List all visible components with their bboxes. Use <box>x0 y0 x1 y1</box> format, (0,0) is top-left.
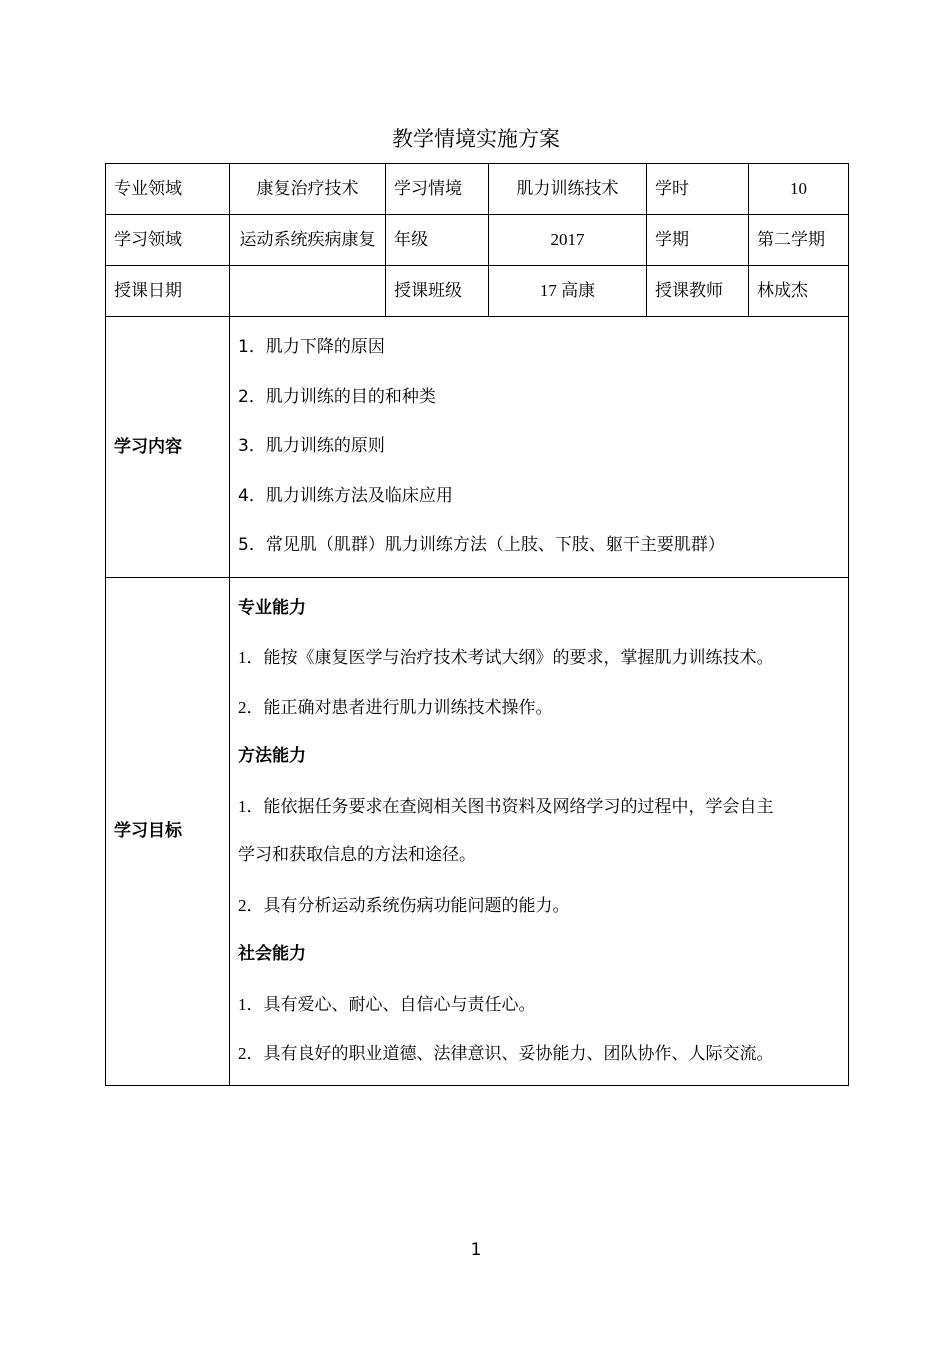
term-label: 学期 <box>647 215 749 266</box>
page-number: 1 <box>470 1240 482 1260</box>
item-text: 具有分析运动系统伤病功能问题的能力。 <box>263 895 570 916</box>
list-item: 3．肌力训练的原则 <box>238 436 385 456</box>
list-item: 1．肌力下降的原因 <box>238 337 385 357</box>
situation-label: 学习情境 <box>386 164 489 215</box>
list-item <box>238 881 840 931</box>
list-item <box>238 683 840 733</box>
date-value <box>230 266 386 317</box>
list-item: 4．肌力训练方法及临床应用 <box>238 485 453 506</box>
item-text: 能依据任务要求在查阅相关图书资料及网络学习的过程中，学会自主 <box>263 796 774 817</box>
situation-value: 肌力训练技术 <box>489 164 647 215</box>
teacher-value: 林成杰 <box>749 266 849 317</box>
plan-table <box>105 163 849 1086</box>
goals-label: 学习目标 <box>106 577 230 1085</box>
item-number: 2． <box>238 895 264 915</box>
document-title: 教学情境实施方案 <box>392 127 560 151</box>
grade-label: 年级 <box>386 215 489 266</box>
list-item <box>238 782 840 832</box>
content-row <box>106 317 849 578</box>
list-item: 5．常见肌（肌群）肌力训练方法（上肢、下肢、躯干主要肌群） <box>238 535 725 555</box>
content-list <box>230 317 849 578</box>
field-value: 康复治疗技术 <box>230 164 386 215</box>
class-value: 17 高康 <box>489 266 647 317</box>
item-text: 能按《康复医学与治疗技术考试大纲》的要求，掌握肌力训练技术。 <box>263 648 774 668</box>
list-item: 2．肌力训练的目的和种类 <box>238 386 436 407</box>
date-label: 授课日期 <box>106 266 230 317</box>
list-item <box>238 633 840 683</box>
section-heading: 方法能力 <box>238 746 306 766</box>
teacher-label: 授课教师 <box>647 266 749 317</box>
section-heading: 专业能力 <box>238 597 306 618</box>
item-text: 能正确对患者进行肌力训练技术操作。 <box>263 697 553 718</box>
domain-label: 学习领域 <box>106 215 230 266</box>
table-row <box>106 215 849 266</box>
list-item <box>238 1029 840 1079</box>
goals-row <box>106 577 849 1085</box>
grade-value: 2017 <box>489 215 647 266</box>
item-text: 具有良好的职业道德、法律意识、妥协能力、团队协作、人际交流。 <box>263 1044 774 1064</box>
item-number: 1． <box>238 796 264 816</box>
hours-label: 学时 <box>647 164 749 215</box>
item-number: 1． <box>238 994 264 1014</box>
list-item <box>238 980 840 1030</box>
list-item-continuation: 学习和获取信息的方法和途径。 <box>238 845 476 865</box>
hours-value: 10 <box>749 164 849 215</box>
term-value: 第二学期 <box>749 215 849 266</box>
item-number: 2． <box>238 1044 264 1063</box>
item-text: 具有爱心、耐心、自信心与责任心。 <box>263 994 536 1015</box>
section-heading: 社会能力 <box>238 944 306 964</box>
domain-value: 运动系统疾病康复 <box>230 215 386 266</box>
table-row <box>106 164 849 215</box>
content-label: 学习内容 <box>106 317 230 578</box>
item-number: 1． <box>238 648 264 667</box>
item-number: 2． <box>238 697 264 717</box>
table-row <box>106 266 849 317</box>
class-label: 授课班级 <box>386 266 489 317</box>
field-label: 专业领域 <box>106 164 230 215</box>
goals-list <box>230 577 849 1085</box>
